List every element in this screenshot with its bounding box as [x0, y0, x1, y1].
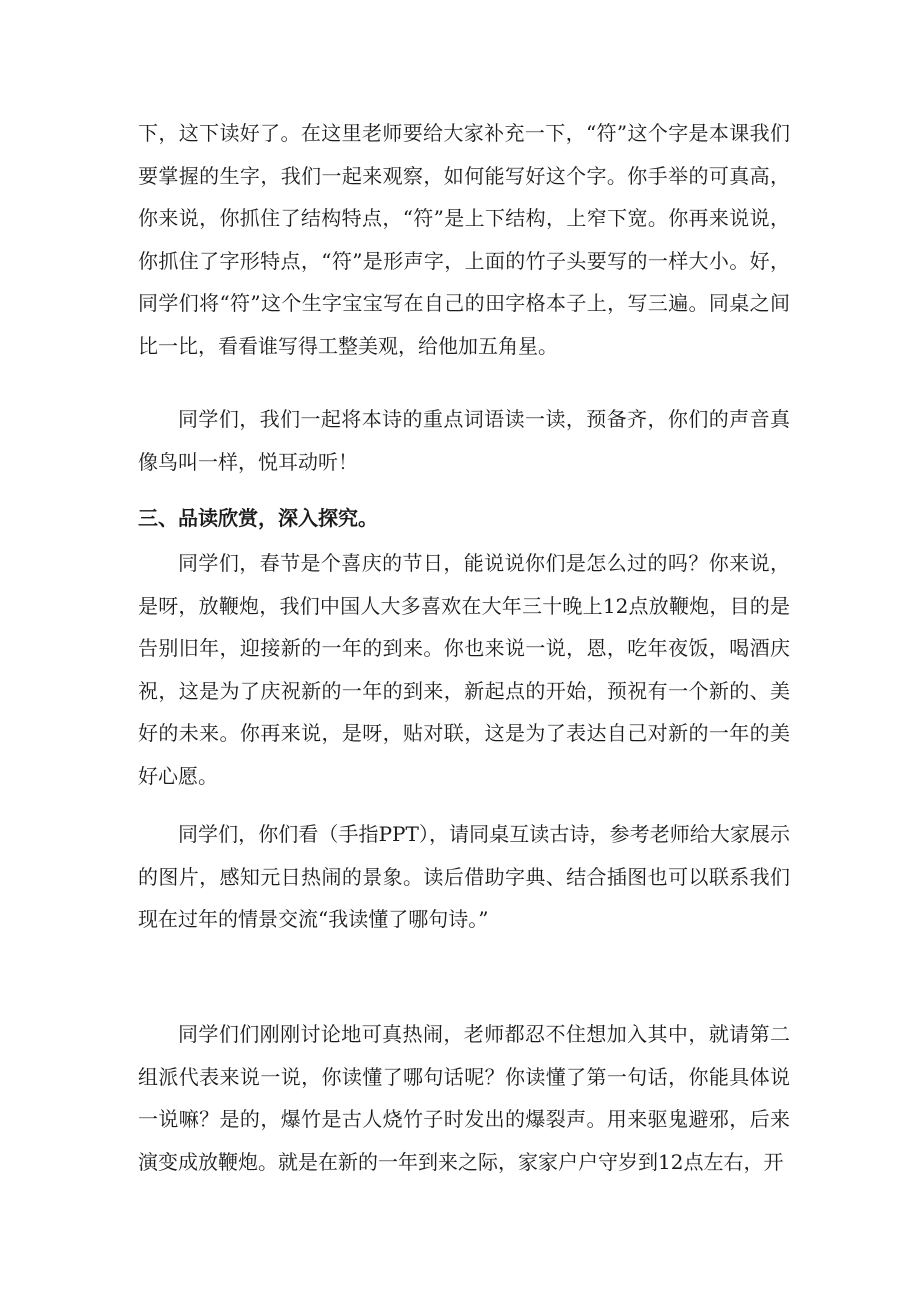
paragraph-spring-festival: 同学们，春节是个喜庆的节日，能说说你们是怎么过的吗？你来说，是呀，放鞭炮，我们中国人大多喜欢在大年三十晚上12点放鞭炮，目的是告别旧年，迎接新的一年的到来。你也来说一说，恩，吃年夜饭，喝酒庆祝，这是为了庆祝新的一年的到来，新起点的开始，预祝有一个新的、美好的未来。你再来说，是呀，贴对联，这是为了表达自己对新的一年的美好心愿。	[138, 551, 790, 788]
paragraph-key-words: 同学们，我们一起将本诗的重点词语读一读，预备齐，你们的声音真像鸟叫一样，悦耳动听！	[138, 407, 790, 474]
paragraph-ppt-reading: 同学们，你们看（手指PPT），请同桌互读古诗，参考老师给大家展示的图片，感知元日热闹的景象。读后借助字典、结合插图也可以联系我们现在过年的情景交流“我读懂了哪句诗。”	[138, 822, 790, 931]
paragraph-character-fu: 下，这下读好了。在这里老师要给大家补充一下，“符”这个字是本课我们要掌握的生字，我们一起来观察，如何能写好这个字。你手举的可真高，你来说，你抓住了结构特点，“符”是上下结构，上窄下宽。你再来说说，你抓住了字形特点，“符”是形声字，上面的竹子头要写的一样大小。好，同学们将“符”这个生字宝宝写在自己的田字格本子上，写三遍。同桌之间比一比，看看谁写得工整美观，给他加五角星。	[138, 121, 790, 358]
paragraph-group-discussion: 同学们们刚刚讨论地可真热闹，老师都忍不住想加入其中，就请第二组派代表来说一说，你读懂了哪句话呢？你读懂了第一句话，你能具体说一说嘛？是的，爆竹是古人烧竹子时发出的爆裂声。用来驱鬼避邪，后来演变成放鞭炮。就是在新的一年到来之际，家家户户守岁到12点左右，开	[138, 1022, 790, 1174]
section-heading: 三、品读欣赏，深入探究。	[138, 506, 378, 530]
